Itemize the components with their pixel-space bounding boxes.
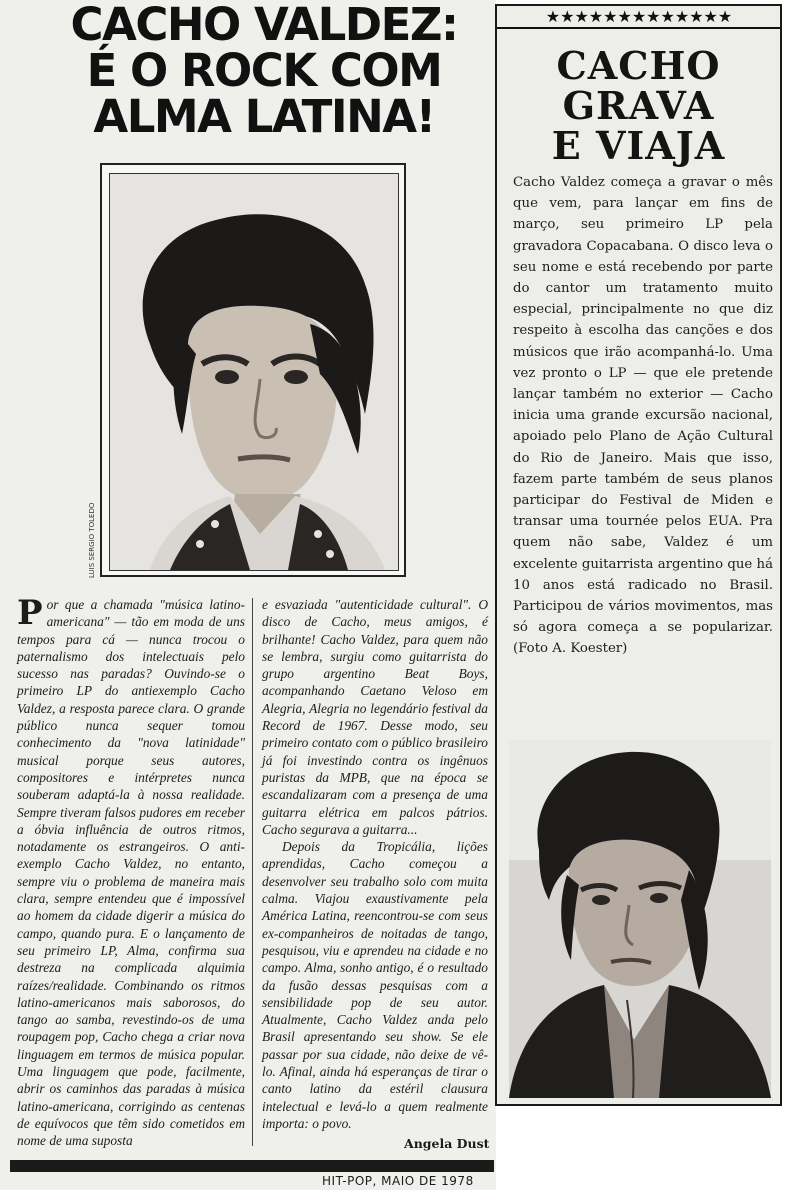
article-paragraph-continued: e esvaziada "autenticidade cultural". O disco de Cacho, meus amigos, é brilhante! Cacho Valdez, para quem não se lembra, surgiu como guitarrista do grupo argentino Beat Boys, acompanhando Caetano Veloso em Alegria, Alegria no legendário festival da Record de 1967. Desse modo, seu primeiro contato com o público brasileiro já foi investindo contra os ingênuos puristas da MPB, que na época se escandalizaram com a presença de uma guitarra elétrica em palcos pátrios. Cacho segurava a guitarra...: [262, 597, 488, 837]
drop-cap: P: [17, 593, 43, 633]
sidebar-title-line-2: GRAVA: [562, 83, 715, 128]
author-signature: Angela Dust: [404, 1136, 490, 1151]
portrait-photo-illustration: [110, 174, 398, 570]
sidebar-title-line-3: E VIAJA: [551, 123, 726, 168]
sidebar-title-line-1: CACHO: [556, 43, 721, 88]
portrait-photo: [109, 173, 399, 571]
sidebar-body: Cacho Valdez começa a gravar o mês que vem, para lançar em fins de março, seu primeiro LP pela gravadora Copacabana. O disco leva o seu nome e está recebendo por parte do cantor um tratamento muito especial, principalmente no que diz respeito à escolha das canções e dos músicos que irão acompanhá-lo. Uma vez pronto o LP — que ele pretende lançar também no exterior — Cacho inicia uma grande excursão nacional, apoiado pelo Plano de Ação Cultural do Rio de Janeiro. Mais que isso, fazem parte também de seus planos participar do Festival de Miden e transar uma tournée pelos EUA. Pra quem não sabe, Valdez é um excelente guitarrista argentino que há 10 anos está radicado no Brasil. Participou de vários movimentos, mas só agora começa a se popularizar. (Foto A. Koester): [513, 175, 773, 657]
photo-credit: LUIS SERGIO TOLEDO: [88, 502, 96, 578]
sidebar-photo-illustration: [509, 740, 771, 1098]
portrait-photo-frame: [100, 163, 406, 577]
stars-rule: [497, 27, 780, 29]
article-paragraph-2: Depois da Tropicália, lições aprendidas, Cacho começou a desenvolver seu trabalho solo com muita calma. Viajou exaustivamente pela América Latina, reencontrou-se com seus ex-companheiros de noitadas de tango, pesquisou, viu e aprendeu na cidade e no campo. Alma, sonho antigo, é o resultado da fusão dessas pesquisas com a sensibilidade pop de seu autor. Atualmente, Cacho Valdez anda pelo Brasil apresentando seu show. Se ele passar por sua cidade, não deixe de vê-lo. Afinal, ainda há esperanças de tirar o canto latino da estéril clausura intelectual e levá-lo a quem realmente importa: o povo.: [262, 839, 488, 1131]
article-paragraph-1: [17, 593, 245, 1150]
sidebar-title: [497, 43, 780, 168]
column-divider: [252, 598, 253, 1146]
headline-line-1: CACHO VALDEZ:: [70, 0, 458, 51]
headline-line-2: É O ROCK COM: [86, 43, 442, 97]
footer-credit: HIT-POP, MAIO DE 1978: [322, 1174, 474, 1188]
article-column-1: [17, 593, 245, 1150]
headline-line-3: ALMA LATINA!: [93, 89, 435, 143]
sidebar-box: [495, 4, 782, 1106]
sidebar-photo: [509, 740, 771, 1098]
article-paragraph-1-text: or que a chamada "música latino-americana" — tão em moda de uns tempos para cá — nunca trocou o paternalismo dos intelectuais pelo sucesso nas paradas? Ouvindo-se o primeiro LP do antiexemplo Cacho Valdez, a resposta parece clara. O grande público nunca sequer tomou conhecimento da "nova latinidade" musical porque seus autores, compositores e intérpretes nunca souberam adaptá-la à nossa realidade. Sempre tiveram falsos pudores em receber a óbvia influência de outros ritmos, notadamente os estrangeiros. O anti-exemplo Cacho Valdez, no entanto, sempre viu o problema de maneira mais clara, sempre entendeu que é impossível ao homem da cidade digerir a música do campo, quando pura. E o lançamento de seu primeiro LP, Alma, confirma sua destreza na complicada alquimia raízes/realidade. Combinando os ritmos latino-americanos mais saborosos, do tango ao samba, revestindo-os de uma roupagem pop, Cacho chega a criar nova linguagem em termos de música popular. Uma linguagem que pode, facilmente, abrir os caminhos das paradas à música latino-americana, corrigindo as centenas de equívocos que têm sido cometidos em nome de uma suposta: [17, 597, 245, 1149]
article-column-2: [262, 596, 488, 1132]
article-headline: [40, 0, 488, 143]
footer-rule: [10, 1160, 494, 1172]
star-rating-row: ★★★★★★★★★★★★★: [545, 7, 733, 26]
